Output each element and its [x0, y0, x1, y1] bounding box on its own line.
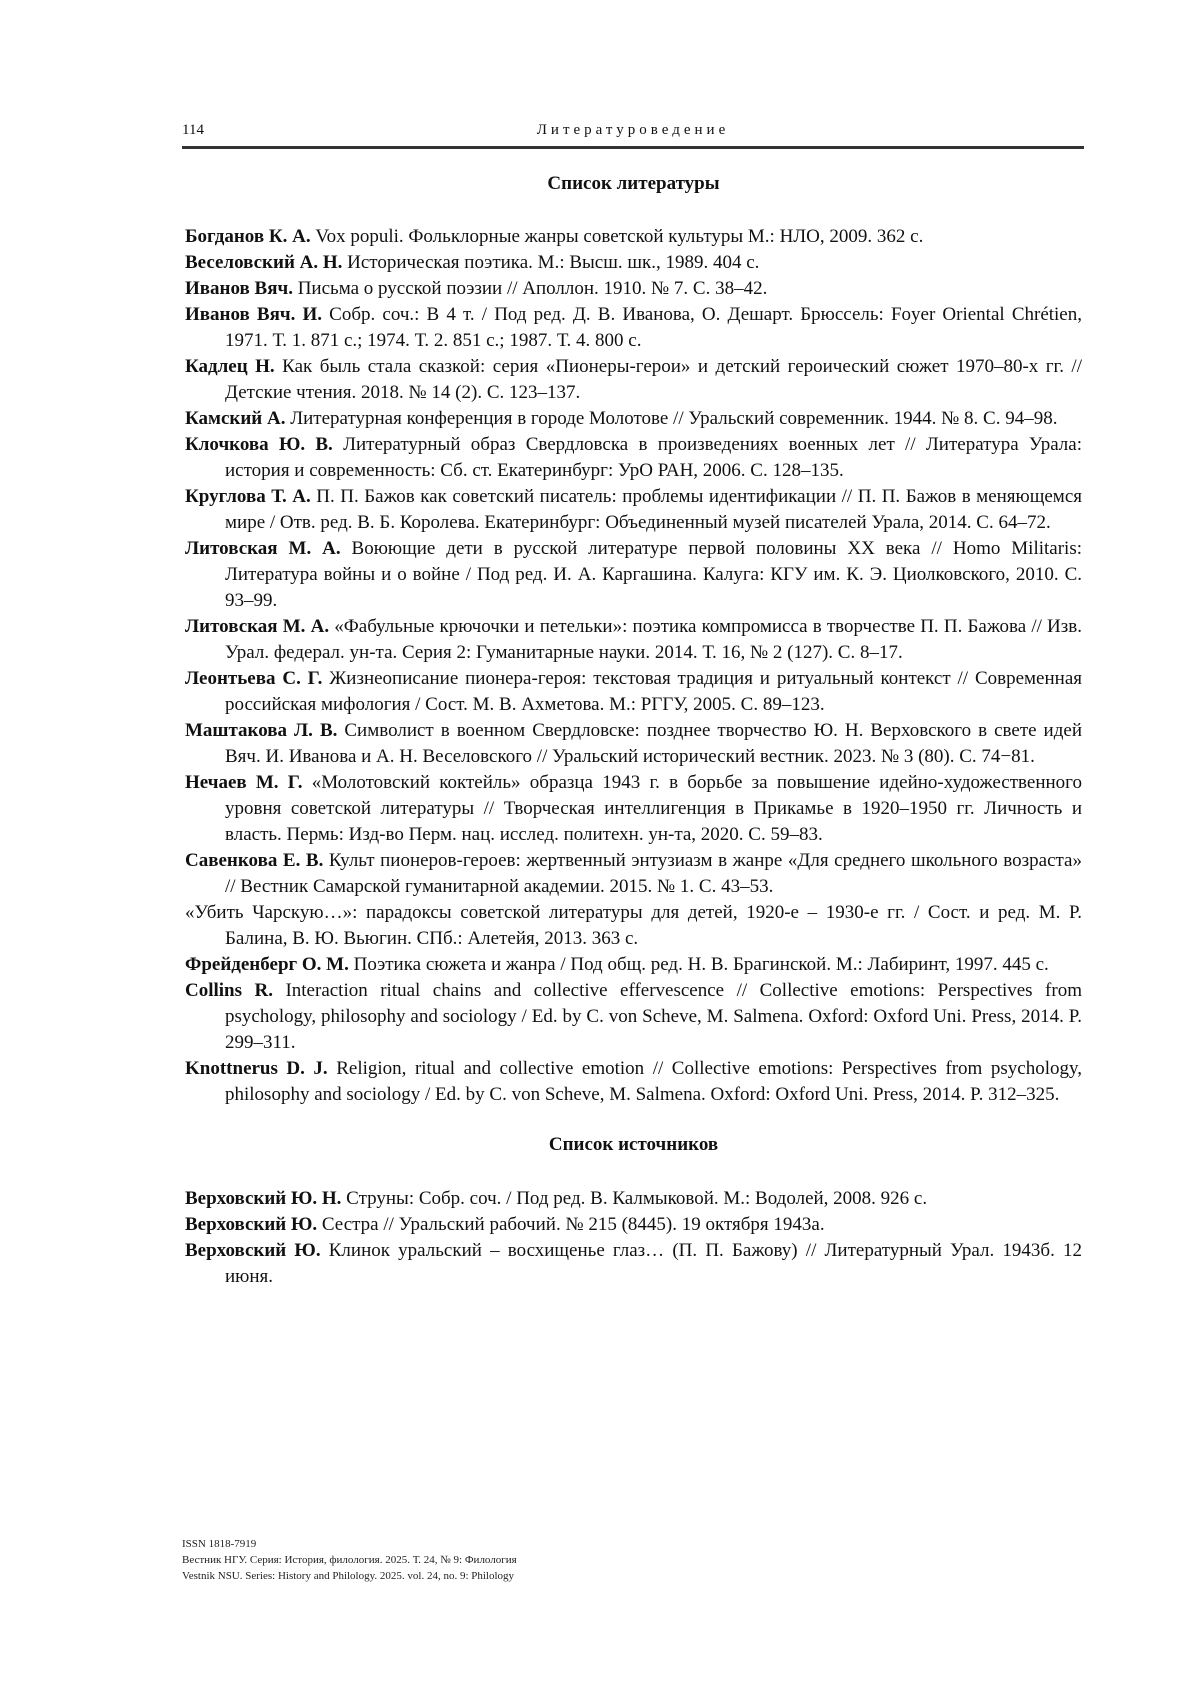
footer-journal-ru: Вестник НГУ. Серия: История, филология. 2025. Т. 24, № 9: Филология — [182, 1554, 517, 1566]
page-content — [185, 172, 1082, 1290]
reference-text: «Молотовский коктейль» образца 1943 г. в борьбе за повышение идейно-художественного уровня советской литературы // Творческая интеллигенция в Прикамье в 1920–1950 гг. Личность и власть. Пермь: Изд-во Перм. нац. исслед. политехн. ун-та, 2020. С. 59–83. — [225, 772, 1082, 845]
reference-author: Богданов К. А. — [185, 226, 311, 247]
reference-author: Нечаев М. Г. — [185, 772, 303, 793]
reference-author: Веселовский А. Н. — [185, 252, 343, 273]
reference-text: Письма о русской поэзии // Аполлон. 1910. № 7. С. 38–42. — [292, 278, 768, 299]
reference-item — [185, 302, 1082, 354]
reference-text: Литературная конференция в городе Молотове // Уральский современник. 1944. № 8. С. 94–98. — [285, 408, 1058, 429]
reference-item — [185, 536, 1082, 614]
reference-author: Collins R. — [185, 980, 273, 1001]
source-item — [185, 1212, 1082, 1238]
reference-author: Клочкова Ю. В. — [185, 434, 333, 455]
header-rule — [182, 146, 1084, 149]
reference-item — [185, 484, 1082, 536]
source-item — [185, 1186, 1082, 1212]
reference-item — [185, 1056, 1082, 1108]
reference-text: Поэтика сюжета и жанра / Под общ. ред. Н. В. Брагинской. М.: Лабиринт, 1997. 445 с. — [348, 954, 1049, 975]
reference-text: Как быль стала сказкой: серия «Пионеры-герои» и детский героический сюжет 1970–80-х гг. // Детские чтения. 2018. № 14 (2). С. 123–137. — [225, 356, 1082, 403]
page-header — [182, 122, 1084, 142]
reference-item — [185, 848, 1082, 900]
literature-heading: Список литературы — [547, 173, 720, 194]
footer-issn: ISSN 1818-7919 — [182, 1538, 257, 1550]
reference-item — [185, 224, 1082, 250]
reference-item — [185, 354, 1082, 406]
reference-text: П. П. Бажов как советский писатель: проблемы идентификации // П. П. Бажов в меняющемся мире / Отв. ред. В. Б. Королева. Екатеринбург: Объединенный музей писателей Урала, 2014. С. 64–72. — [225, 486, 1082, 533]
sources-list — [185, 1186, 1082, 1290]
reference-item — [185, 978, 1082, 1056]
page-footer — [182, 1536, 517, 1584]
reference-text: Жизнеописание пионера-героя: текстовая традиция и ритуальный контекст // Современная российская мифология / Сост. М. В. Ахметова. М.: РГГУ, 2005. С. 89–123. — [225, 668, 1082, 715]
reference-text: Символист в военном Свердловске: позднее творчество Ю. Н. Верховского в свете идей Вяч. И. Иванова и А. Н. Веселовского // Уральский исторический вестник. 2023. № 3 (80). С. 74−81. — [225, 720, 1082, 767]
page-number: 114 — [182, 122, 204, 138]
reference-author: Леонтьева С. Г. — [185, 668, 323, 689]
reference-item — [185, 718, 1082, 770]
source-author: Верховский Ю. Н. — [185, 1188, 342, 1209]
reference-text: Культ пионеров-героев: жертвенный энтузиазм в жанре «Для среднего школьного возраста» // Вестник Самарской гуманитарной академии. 2015. № 1. С. 43–53. — [225, 850, 1082, 897]
reference-author: Иванов Вяч. — [185, 278, 293, 299]
reference-author: Камский А. — [185, 408, 286, 429]
reference-text: Religion, ritual and collective emotion // Collective emotions: Perspectives from psychology, philosophy and sociology / Ed. by C. von Scheve, M. Salmena. Oxford: Oxford Uni. Press, 2014. P. 312–325. — [225, 1058, 1082, 1105]
sources-heading: Список источников — [548, 1134, 719, 1155]
reference-item — [185, 276, 1082, 302]
reference-text: Interaction ritual chains and collective effervescence // Collective emotions: Perspectives from psychology, philosophy and sociology / Ed. by C. von Scheve, M. Salmena. Oxford: Oxford Uni. Press, 2014. P. 299–311. — [225, 980, 1082, 1053]
reference-text: Собр. соч.: В 4 т. / Под ред. Д. В. Иванова, О. Дешарт. Брюссель: Foyer Oriental Chrétien, 1971. Т. 1. 871 с.; 1974. Т. 2. 851 с.; 1987. Т. 4. 800 с. — [225, 304, 1082, 351]
source-text: Струны: Собр. соч. / Под ред. В. Калмыковой. М.: Водолей, 2008. 926 с. — [341, 1188, 928, 1209]
reference-author: Литовская М. А. — [185, 538, 341, 559]
source-item — [185, 1238, 1082, 1290]
running-title: Литературоведение — [536, 122, 730, 138]
source-text: Сестра // Уральский рабочий. № 215 (8445). 19 октября 1943а. — [317, 1214, 825, 1235]
reference-text: Историческая поэтика. М.: Высш. шк., 1989. 404 с. — [342, 252, 760, 273]
reference-author: Круглова Т. А. — [185, 486, 311, 507]
reference-item — [185, 770, 1082, 848]
reference-author: Литовская М. А. — [185, 616, 330, 637]
reference-item — [185, 614, 1082, 666]
footer-journal-en: Vestnik NSU. Series: History and Philology. 2025. vol. 24, no. 9: Philology — [182, 1570, 515, 1582]
reference-text: Vox populi. Фольклорные жанры советской культуры М.: НЛО, 2009. 362 с. — [310, 226, 924, 247]
reference-text: «Убить Чарскую…»: парадоксы советской литературы для детей, 1920-е – 1930-е гг. / Сост. и ред. М. Р. Балина, В. Ю. Вьюгин. СПб.: Алетейя, 2013. 363 с. — [185, 902, 1082, 949]
reference-author: Кадлец Н. — [185, 356, 275, 377]
reference-item — [185, 250, 1082, 276]
reference-author: Иванов Вяч. И. — [185, 304, 323, 325]
reference-author: Савенкова Е. В. — [185, 850, 324, 871]
reference-item — [185, 432, 1082, 484]
reference-text: «Фабульные крючочки и петельки»: поэтика компромисса в творчестве П. П. Бажова // Изв. Урал. федерал. ун-та. Серия 2: Гуманитарные науки. 2014. Т. 16, № 2 (127). С. 8–17. — [225, 616, 1082, 663]
reference-text: Воюющие дети в русской литературе первой половины XX века // Homo Militaris: Литература войны и о войне / Под ред. И. А. Каргашина. Калуга: КГУ им. К. Э. Циолковского, 2010. С. 93–99. — [225, 538, 1083, 611]
reference-author: Knottnerus D. J. — [185, 1058, 328, 1079]
reference-author: Маштакова Л. В. — [185, 720, 338, 741]
reference-text: Литературный образ Свердловска в произведениях военных лет // Литература Урала: история и современность: Сб. ст. Екатеринбург: УрО РАН, 2006. С. 128–135. — [225, 434, 1083, 481]
source-author: Верховский Ю. — [185, 1240, 321, 1261]
source-text: Клинок уральский – восхищенье глаз… (П. П. Бажову) // Литературный Урал. 1943б. 12 июня. — [225, 1240, 1083, 1287]
reference-item — [185, 900, 1082, 952]
reference-item — [185, 952, 1082, 978]
reference-item — [185, 406, 1082, 432]
source-author: Верховский Ю. — [185, 1214, 318, 1235]
reference-author: Фрейденберг О. М. — [185, 954, 349, 975]
reference-item — [185, 666, 1082, 718]
literature-list — [185, 224, 1082, 1108]
